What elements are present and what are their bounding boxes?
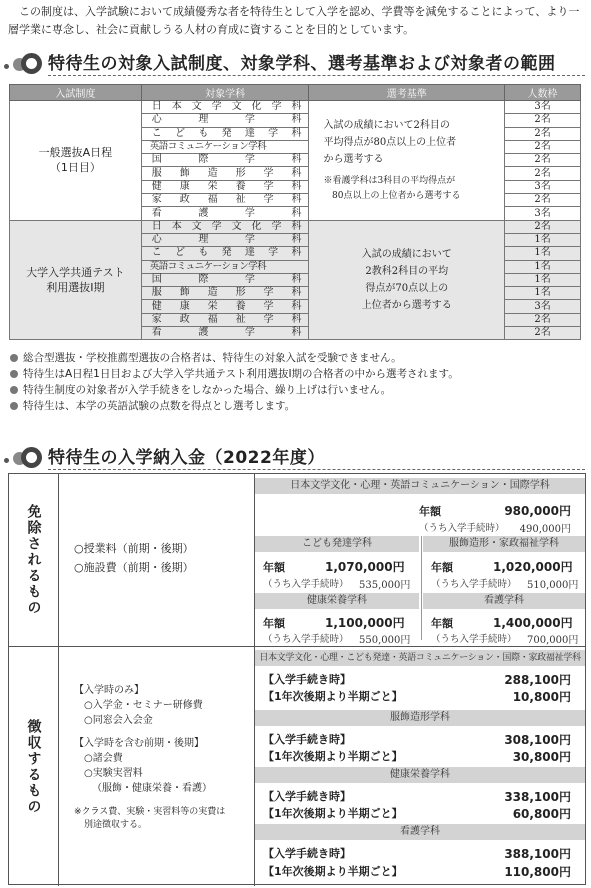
count-cell: 3名	[505, 300, 581, 313]
fee-sub-label: （うち入学手続時）	[263, 634, 349, 645]
criteria-cell: 入試の成績において 2教科2科目の平均 得点が70点以上の 上位者から選考する	[309, 220, 505, 340]
bullet-dots-icon	[4, 446, 48, 468]
exam-system-cell: 大学入学共通テスト 利用選抜Ⅰ期	[10, 220, 142, 340]
exempt-items	[59, 474, 255, 646]
fee-group-header: 看護学科	[423, 593, 585, 609]
fee-group-header: 健康栄養学科	[255, 593, 419, 609]
dept-cell: 家政福祉学科	[141, 194, 309, 207]
dept-cell: 服飾造形学科	[141, 167, 309, 180]
list-item: ○授業料（前期・後期）	[74, 542, 194, 555]
count-cell: 3名	[505, 101, 581, 114]
fee-sub-amount: 550,000円	[359, 635, 411, 646]
dept-cell: 心理学科	[141, 233, 309, 246]
count-cell: 2名	[505, 127, 581, 140]
fee-label: 【1年次後期より半期ごと】	[263, 807, 403, 820]
count-cell: 3名	[505, 180, 581, 193]
collected-items	[59, 647, 255, 886]
list-item: 特待生制度の対象者が入学手続きをしなかった場合、繰り上げは行いません。	[9, 382, 585, 398]
fee-group-header: 日本文学文化・心理・英語コミュニケーション・国際学科	[255, 478, 585, 494]
col-header-criteria: 選考基準	[309, 85, 505, 101]
list-item: 特待生は、本学の英語試験の点数を得点とし選考します。	[9, 398, 585, 414]
fee-sub-label: （うち入学手続時）	[431, 579, 517, 590]
fee-amount: 308,100円	[504, 733, 571, 747]
dept-cell: 日本文学文化学科	[141, 220, 309, 233]
fee-label: 【入学手続き時】	[263, 847, 351, 860]
fee-amount: 30,800円	[512, 750, 571, 764]
fee-amount: 1,100,000円	[325, 616, 405, 630]
fee-label: 年額	[263, 561, 285, 574]
section1-heading	[0, 46, 591, 76]
fee-sub-amount: 535,000円	[359, 580, 411, 591]
fee-label: 年額	[431, 561, 453, 574]
note-text: ※クラス費、実験・実習料等の実費は	[74, 807, 226, 817]
dept-cell: 英語コミュニケーション学科	[141, 140, 309, 153]
exempt-amounts	[255, 474, 585, 646]
count-cell: 2名	[505, 154, 581, 167]
fee-group-header: 健康栄養学科	[255, 767, 585, 783]
dept-cell: 英語コミュニケーション学科	[141, 260, 309, 273]
dept-cell: 心理学科	[141, 114, 309, 127]
count-cell: 2名	[505, 194, 581, 207]
fee-group-header: 服飾造形・家政福祉学科	[423, 536, 585, 552]
fee-sub-label: （うち入学手続時）	[431, 634, 517, 645]
fee-amount: 110,800円	[504, 865, 571, 879]
fee-amount: 10,800円	[512, 690, 571, 704]
bullet-dots-icon	[4, 52, 48, 74]
fee-label: 年額	[419, 505, 441, 518]
note-text: 別途徴収する。	[84, 820, 148, 830]
count-cell: 1名	[505, 260, 581, 273]
table-row	[10, 220, 581, 233]
list-item: （服飾・健康栄養・看護）	[92, 783, 212, 794]
list-item: ○実験実習料	[84, 768, 143, 779]
dept-cell: 服飾造形学科	[141, 287, 309, 300]
fee-amount: 1,020,000円	[493, 560, 573, 574]
block-title: 【入学時を含む前期・後期】	[74, 738, 204, 749]
count-cell: 1名	[505, 247, 581, 260]
count-cell: 2名	[505, 327, 581, 340]
fee-sub-label: （うち入学手続時）	[419, 523, 505, 534]
list-item: 総合型選抜・学校推薦型選抜の合格者は、特待生の対象入試を受験できません。	[9, 350, 585, 366]
count-cell: 1名	[505, 233, 581, 246]
list-item: ○入学金・セミナー研修費	[84, 700, 203, 711]
fee-amount: 60,800円	[512, 807, 571, 821]
fee-sub-amount: 510,000円	[527, 580, 579, 591]
fee-sub-label: （うち入学手続時）	[263, 579, 349, 590]
fee-label: 【入学手続き時】	[263, 733, 351, 746]
fee-amount: 288,100円	[504, 673, 571, 687]
fee-group-header: こども発達学科	[255, 536, 419, 552]
dept-cell: こども発達学科	[141, 127, 309, 140]
count-cell: 3名	[505, 207, 581, 220]
intro-text: この制度は、入学試験において成績優秀な者を特待生として入学を認め、学費等を減免することによって、より一層学業に専念し、社会に貢献しうる人材の育成に資することを目的としています。	[8, 5, 580, 36]
section1-title: 特待生の対象入試制度、対象学科、選考基準および対象者の範囲	[48, 54, 556, 74]
fee-label: 【1年次後期より半期ごと】	[263, 865, 403, 878]
dept-cell: 国際学科	[141, 154, 309, 167]
col-header-count: 人数枠	[505, 85, 581, 101]
count-cell: 2名	[505, 114, 581, 127]
dept-cell: 日本文学文化学科	[141, 101, 309, 114]
fee-sub-amount: 490,000円	[519, 524, 571, 535]
list-item: 特待生はA日程1日目および大学入学共通テスト利用選抜Ⅰ期の合格者の中から選考されます。	[9, 366, 585, 382]
fee-sub-amount: 700,000円	[527, 635, 579, 646]
fees-table	[8, 473, 586, 885]
exam-system-cell: 一般選抜A日程 （1日目）	[10, 101, 142, 221]
fee-amount: 1,070,000円	[325, 560, 405, 574]
section2-heading	[0, 440, 591, 470]
count-cell: 2名	[505, 140, 581, 153]
criteria-cell: 入試の成績において2科目の 平均得点が80点以上の上位者 から選考する ※看護学科は3科目の平均得点が 80点以上の上位者から選考する	[309, 101, 505, 221]
list-item: ○同窓会入会金	[84, 715, 153, 726]
count-cell: 2名	[505, 220, 581, 233]
fee-label: 【入学手続き時】	[263, 673, 351, 686]
list-item: ○諸会費	[84, 753, 123, 764]
count-cell: 1名	[505, 287, 581, 300]
fee-label: 年額	[431, 617, 453, 630]
dept-cell: 国際学科	[141, 273, 309, 286]
fee-group-header: 日本文学文化・心理・こども発達・英語コミュニケーション・国際・家政福祉学科	[255, 650, 585, 666]
fee-group-header: 服飾造形学科	[255, 710, 585, 726]
fee-label: 年額	[263, 617, 285, 630]
dept-cell: 看護学科	[141, 327, 309, 340]
fee-label: 【1年次後期より半期ごと】	[263, 690, 403, 703]
list-item: ○施設費（前期・後期）	[74, 561, 194, 574]
dept-cell: 家政福祉学科	[141, 313, 309, 326]
dept-cell: こども発達学科	[141, 247, 309, 260]
fee-amount: 338,100円	[504, 790, 571, 804]
fee-group-header: 看護学科	[255, 824, 585, 840]
collected-amounts	[255, 647, 585, 886]
table-row	[10, 101, 581, 114]
count-cell: 2名	[505, 313, 581, 326]
dept-cell: 健康栄養学科	[141, 300, 309, 313]
fee-amount: 980,000円	[504, 504, 571, 518]
exempt-label: 免除されるもの	[9, 474, 59, 646]
dept-cell: 看護学科	[141, 207, 309, 220]
fee-amount: 388,100円	[504, 847, 571, 861]
collected-label: 徴収するもの	[9, 647, 59, 886]
block-title: 【入学時のみ】	[74, 685, 144, 696]
fee-label: 【入学手続き時】	[263, 790, 351, 803]
count-cell: 1名	[505, 273, 581, 286]
fee-label: 【1年次後期より半期ごと】	[263, 750, 403, 763]
count-cell: 2名	[505, 167, 581, 180]
notes-list	[9, 350, 585, 414]
col-header-dept: 対象学科	[141, 85, 309, 101]
col-header-system: 入試制度	[10, 85, 142, 101]
scholarship-criteria-table	[9, 84, 581, 340]
fee-amount: 1,400,000円	[493, 616, 573, 630]
section2-title: 特待生の入学納入金（2022年度）	[48, 448, 325, 468]
dept-cell: 健康栄養学科	[141, 180, 309, 193]
